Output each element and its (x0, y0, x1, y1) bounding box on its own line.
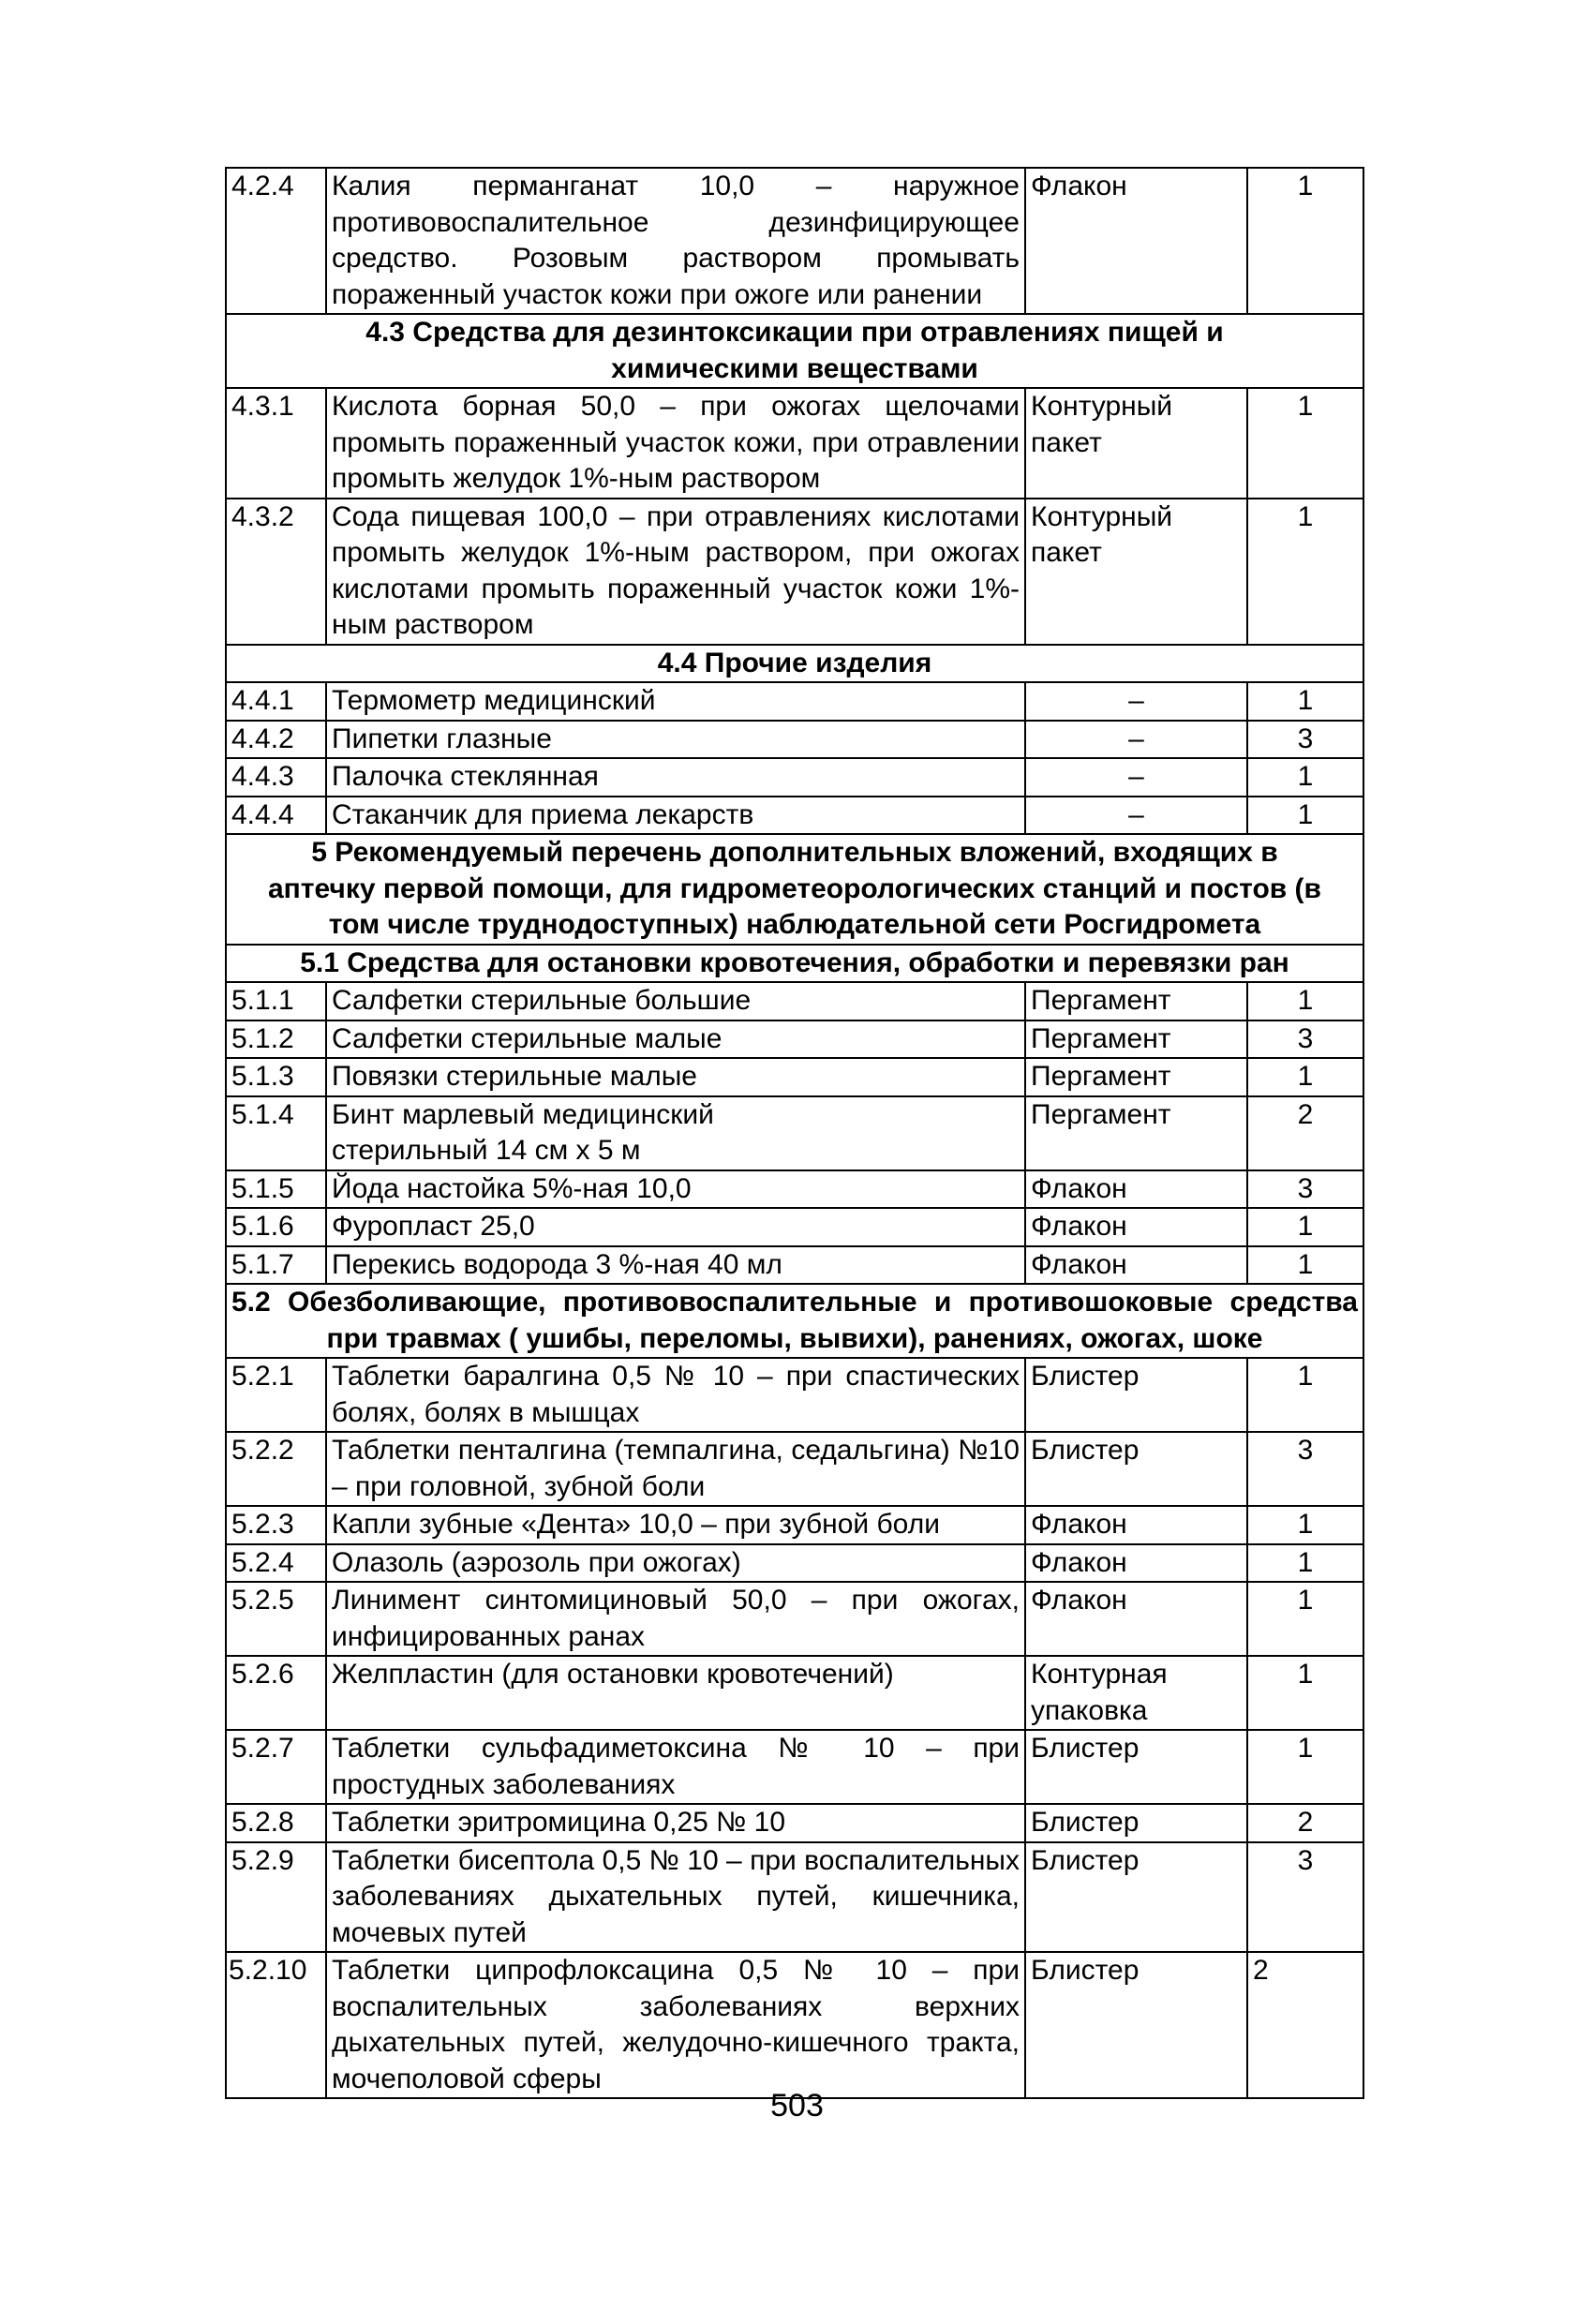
item-description: Палочка стеклянная (326, 758, 1025, 797)
table-row (226, 1804, 1363, 1842)
item-quantity: 2 (1247, 1952, 1363, 2098)
item-description: Перекись водорода 3 %-ная 40 мл (326, 1246, 1025, 1285)
table-row (226, 1730, 1363, 1804)
item-quantity: 1 (1247, 168, 1363, 314)
table-row (226, 682, 1363, 721)
item-packaging: – (1025, 682, 1247, 721)
item-quantity: 2 (1247, 1804, 1363, 1842)
item-quantity: 3 (1247, 1432, 1363, 1506)
item-quantity: 1 (1247, 1358, 1363, 1432)
item-number: 5.1.2 (226, 1020, 326, 1059)
table-row (226, 1058, 1363, 1096)
item-packaging: Контурная упаковка (1025, 1656, 1247, 1730)
item-packaging: Флакон (1025, 1170, 1247, 1209)
item-packaging: Флакон (1025, 1246, 1247, 1285)
table-row (226, 1842, 1363, 1953)
item-number: 5.1.1 (226, 982, 326, 1020)
item-description: Таблетки пенталгина (темпалгина, седальгина) №10 – при головной, зубной боли (326, 1432, 1025, 1506)
section-header-row (226, 645, 1363, 683)
item-quantity: 1 (1247, 1506, 1363, 1544)
item-quantity: 1 (1247, 1730, 1363, 1804)
medkit-table (225, 167, 1364, 2099)
item-packaging: Контурный пакет (1025, 499, 1247, 645)
item-quantity: 1 (1247, 1246, 1363, 1285)
item-packaging: Флакон (1025, 1544, 1247, 1583)
item-description: Сода пищевая 100,0 – при отравлениях кислотами промыть желудок 1%-ным раствором, при ожогах кислотами промыть пораженный участок кожи 1%-ным раствором (326, 499, 1025, 645)
table-row (226, 1506, 1363, 1544)
item-number: 5.2.6 (226, 1656, 326, 1730)
item-packaging: – (1025, 721, 1247, 759)
item-quantity: 1 (1247, 1656, 1363, 1730)
table-row (226, 1246, 1363, 1285)
table-row (226, 1952, 1363, 2098)
table-row (226, 1020, 1363, 1059)
item-number: 5.2.1 (226, 1358, 326, 1432)
item-number: 4.4.3 (226, 758, 326, 797)
item-quantity: 1 (1247, 1544, 1363, 1583)
item-description: Таблетки ципрофлоксацина 0,5 № 10 – при воспалительных заболеваниях верхних дыхательных путей, желудочно-кишечного тракта, мочеполовой сферы (326, 1952, 1025, 2098)
item-quantity: 1 (1247, 1582, 1363, 1656)
item-number: 4.3.1 (226, 388, 326, 499)
item-description: Таблетки бисептола 0,5 № 10 – при воспалительных заболеваниях дыхательных путей, кишечника, мочевых путей (326, 1842, 1025, 1953)
item-number: 5.1.3 (226, 1058, 326, 1096)
item-number: 5.1.4 (226, 1096, 326, 1170)
item-number: 4.4.4 (226, 797, 326, 835)
item-description: Линимент синтомициновый 50,0 – при ожогах, инфицированных ранах (326, 1582, 1025, 1656)
item-packaging: Блистер (1025, 1432, 1247, 1506)
table-row (226, 797, 1363, 835)
item-number: 5.2.2 (226, 1432, 326, 1506)
item-packaging: – (1025, 797, 1247, 835)
section-heading-5-2: 5.2 Обезболивающие, противовоспалительные и противошоковые средства при травмах ( ушибы, переломы, вывихи), ранениях, ожогах, шоке (226, 1284, 1363, 1358)
item-description: Олазоль (аэрозоль при ожогах) (326, 1544, 1025, 1583)
item-description: Стаканчик для приема лекарств (326, 797, 1025, 835)
item-number: 5.2.4 (226, 1544, 326, 1583)
item-quantity: 1 (1247, 982, 1363, 1020)
item-quantity: 3 (1247, 1020, 1363, 1059)
item-description: Бинт марлевый медицинский стерильный 14 см х 5 м (326, 1096, 1025, 1170)
item-description: Таблетки эритромицина 0,25 № 10 (326, 1804, 1025, 1842)
table-row (226, 721, 1363, 759)
item-packaging: Блистер (1025, 1804, 1247, 1842)
item-description: Термометр медицинский (326, 682, 1025, 721)
item-packaging: Блистер (1025, 1952, 1247, 2098)
table-row (226, 758, 1363, 797)
section-header-row (226, 1284, 1363, 1358)
item-description: Салфетки стерильные большие (326, 982, 1025, 1020)
item-description: Капли зубные «Дента» 10,0 – при зубной боли (326, 1506, 1025, 1544)
item-quantity: 1 (1247, 388, 1363, 499)
item-packaging: – (1025, 758, 1247, 797)
item-number: 4.3.2 (226, 499, 326, 645)
item-description: Кислота борная 50,0 – при ожогах щелочами промыть пораженный участок кожи, при отравлении промыть желудок 1%-ным раствором (326, 388, 1025, 499)
item-number: 5.1.6 (226, 1208, 326, 1246)
item-number: 5.2.5 (226, 1582, 326, 1656)
section-heading-5-1: 5.1 Средства для остановки кровотечения, обработки и перевязки ран (226, 945, 1363, 983)
section-heading-5: 5 Рекомендуемый перечень дополнительных вложений, входящих в аптечку первой помощи, для гидрометеорологических станций и постов (в том числе труднодоступных) наблюдательной сети Росгидромета (226, 834, 1363, 945)
table-row (226, 1432, 1363, 1506)
table-row (226, 1544, 1363, 1583)
table-row (226, 1358, 1363, 1432)
item-description: Йода настойка 5%-ная 10,0 (326, 1170, 1025, 1209)
item-quantity: 2 (1247, 1096, 1363, 1170)
table-row (226, 1170, 1363, 1209)
item-number: 5.1.7 (226, 1246, 326, 1285)
item-number: 4.4.1 (226, 682, 326, 721)
table-row (226, 982, 1363, 1020)
item-description: Пипетки глазные (326, 721, 1025, 759)
table-row (226, 1096, 1363, 1170)
page-number: 503 (770, 2088, 824, 2123)
item-packaging: Флакон (1025, 1582, 1247, 1656)
section-heading-4-4: 4.4 Прочие изделия (226, 645, 1363, 683)
item-description: Повязки стерильные малые (326, 1058, 1025, 1096)
section-header-row (226, 834, 1363, 945)
table-row (226, 1582, 1363, 1656)
item-quantity: 1 (1247, 797, 1363, 835)
item-quantity: 3 (1247, 1842, 1363, 1953)
item-packaging: Блистер (1025, 1358, 1247, 1432)
item-packaging: Пергамент (1025, 1096, 1247, 1170)
item-quantity: 1 (1247, 499, 1363, 645)
item-packaging: Пергамент (1025, 1020, 1247, 1059)
item-number: 4.4.2 (226, 721, 326, 759)
item-description: Таблетки баралгина 0,5 № 10 – при спастических болях, болях в мышцах (326, 1358, 1025, 1432)
item-number: 5.2.9 (226, 1842, 326, 1953)
section-heading-4-3: 4.3 Средства для дезинтоксикации при отравлениях пищей и химическими веществами (226, 314, 1363, 388)
table-row (226, 1656, 1363, 1730)
table-row (226, 388, 1363, 499)
table-row (226, 168, 1363, 314)
item-description: Фуропласт 25,0 (326, 1208, 1025, 1246)
item-number: 5.1.5 (226, 1170, 326, 1209)
item-quantity: 1 (1247, 758, 1363, 797)
item-packaging: Блистер (1025, 1730, 1247, 1804)
item-packaging: Флакон (1025, 1208, 1247, 1246)
item-number: 5.2.7 (226, 1730, 326, 1804)
section-header-row (226, 945, 1363, 983)
item-description: Салфетки стерильные малые (326, 1020, 1025, 1059)
item-packaging: Флакон (1025, 1506, 1247, 1544)
item-quantity: 3 (1247, 1170, 1363, 1209)
item-packaging: Блистер (1025, 1842, 1247, 1953)
table-row (226, 1208, 1363, 1246)
item-description: Желпластин (для остановки кровотечений) (326, 1656, 1025, 1730)
item-number: 5.2.8 (226, 1804, 326, 1842)
item-quantity: 1 (1247, 682, 1363, 721)
item-quantity: 3 (1247, 721, 1363, 759)
item-packaging: Флакон (1025, 168, 1247, 314)
item-description: Таблетки сульфадиметоксина № 10 – при простудных заболеваниях (326, 1730, 1025, 1804)
item-quantity: 1 (1247, 1058, 1363, 1096)
item-packaging: Контурный пакет (1025, 388, 1247, 499)
item-packaging: Пергамент (1025, 1058, 1247, 1096)
item-number: 5.2.3 (226, 1506, 326, 1544)
item-number: 4.2.4 (226, 168, 326, 314)
table-row (226, 499, 1363, 645)
item-quantity: 1 (1247, 1208, 1363, 1246)
item-packaging: Пергамент (1025, 982, 1247, 1020)
item-description: Калия перманганат 10,0 – наружное противовоспалительное дезинфицирующее средство. Розовым раствором промывать пораженный участок кожи при ожоге или ранении (326, 168, 1025, 314)
item-number: 5.2.10 (226, 1952, 326, 2098)
section-header-row (226, 314, 1363, 388)
